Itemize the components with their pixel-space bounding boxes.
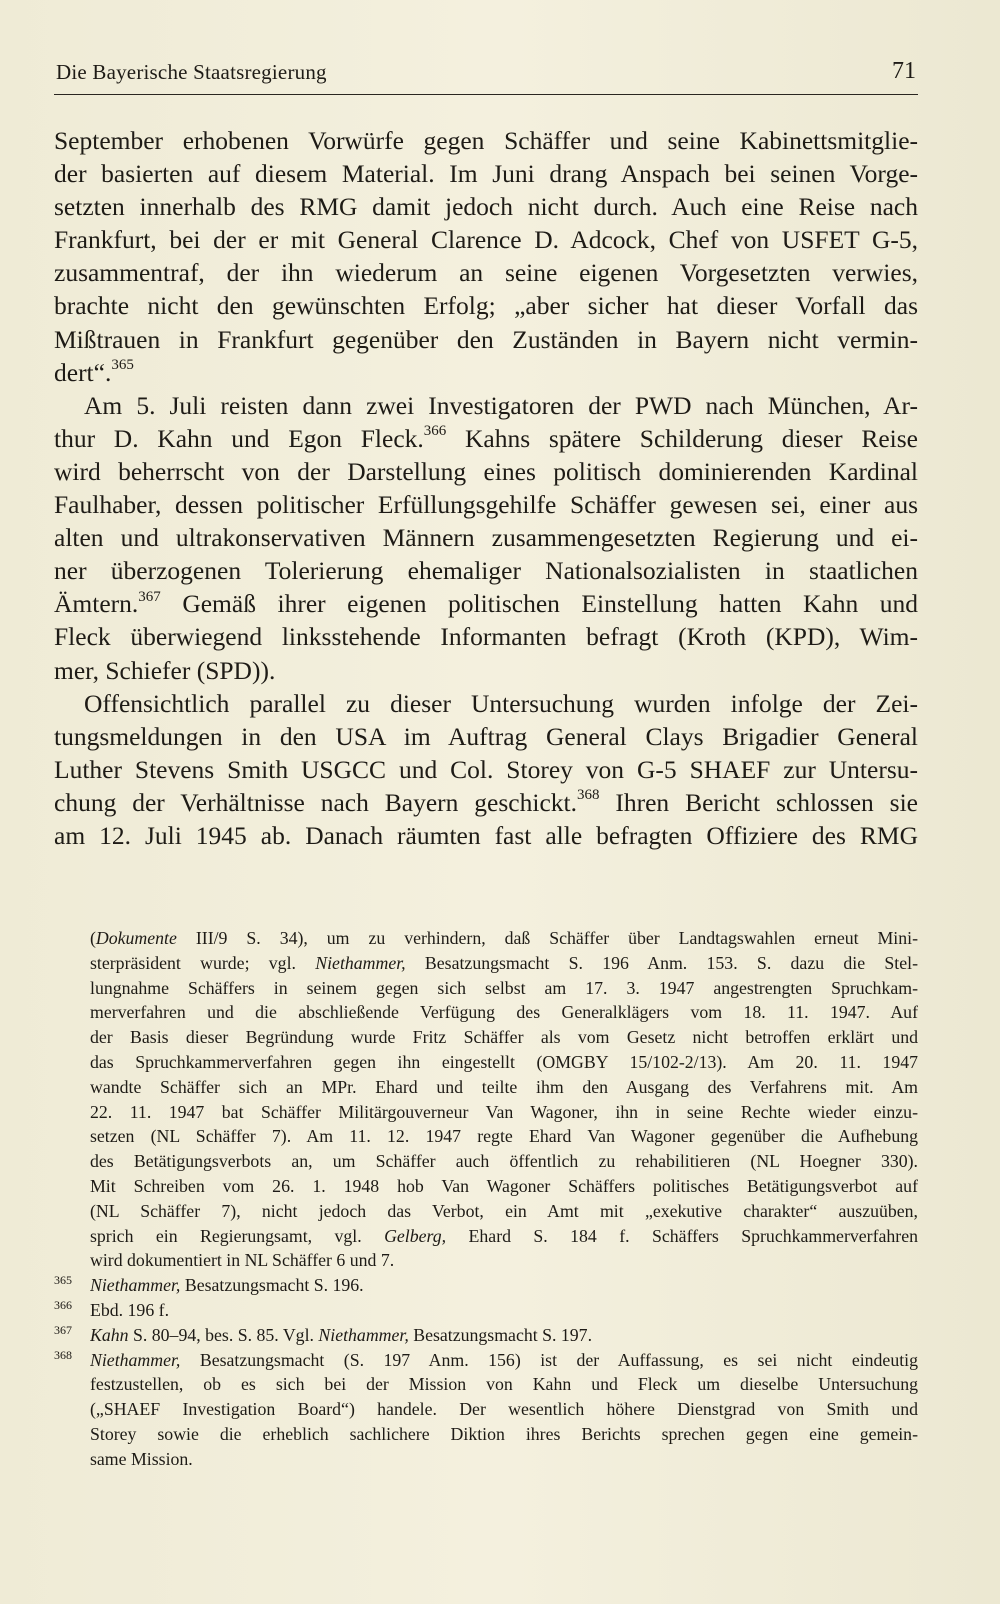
- text-segment: Besatzungsmacht S. 196 Anm. 153. S. dazu die Stel-: [405, 952, 918, 973]
- footnote-number: 365: [54, 1273, 72, 1288]
- text-line: tungsmeldungen in den USA im Auftrag General Clays Brigadier General: [54, 721, 918, 751]
- footnote-line: [90, 1273, 918, 1298]
- footnote-line: das Spruchkammerverfahren gegen ihn eingestellt (OMGBY 15/102-2/13). Am 20. 11. 1947: [90, 1051, 918, 1072]
- footnote-number: 367: [54, 1322, 72, 1337]
- text-line: wird beherrscht von der Darstellung eines politisch dominierenden Kardinal: [54, 456, 918, 486]
- text-segment: Ihren Bericht schlossen sie: [599, 787, 918, 817]
- text-line: [54, 422, 918, 455]
- page-header: [54, 58, 918, 95]
- footnote-line: wandte Schäffer sich an MPr. Ehard und teilte ihm den Ausgang des Verfahrens mit. Am: [90, 1076, 918, 1097]
- footnote-continuation: [54, 926, 918, 1273]
- italic-citation: Dokumente: [95, 928, 177, 948]
- main-text: [54, 124, 918, 852]
- footnote-line: wird dokumentiert in NL Schäffer 6 und 7.: [90, 1250, 395, 1271]
- footnote-number: 368: [54, 1347, 72, 1362]
- text-segment: Ehard S. 184 f. Schäffers Spruchkammerverfahren: [446, 1225, 918, 1246]
- footnote-line: setzen (NL Schäffer 7). Am 11. 12. 1947 regte Ehard Van Wagoner gegenüber die Aufhebung: [90, 1126, 918, 1147]
- footnote-367: [54, 1323, 918, 1348]
- footnote-line: festzustellen, ob es sich bei der Mission von Kahn und Fleck um dieselbe Untersuchung: [90, 1374, 918, 1395]
- text-segment: Besatzungsmacht (S. 197 Anm. 156) ist der Auffassung, es sei nicht eindeutig: [180, 1349, 918, 1370]
- text-line: der basierten auf diesem Material. Im Juni drang Anspach bei seinen Vorge-: [54, 159, 918, 189]
- footnote-line: lungnahme Schäffers in seinem gegen sich selbst am 17. 3. 1947 angestrengten Spruchkam-: [90, 977, 918, 998]
- text-line: Fleck überwiegend linksstehende Informanten befragt (Kroth (KPD), Wim-: [54, 622, 918, 652]
- text-segment: Kahns spätere Schilderung dieser Reise: [446, 423, 918, 453]
- footnote-ref-365: 365: [111, 357, 134, 374]
- text-line: Luther Stevens Smith USGCC und Col. Storey von G-5 SHAEF zur Untersu-: [54, 754, 918, 784]
- text-line: am 12. Juli 1945 ab. Danach räumten fast alle befragten Offiziere des RMG: [54, 820, 918, 850]
- text-segment: Gemäß ihrer eigenen politischen Einstellung hatten Kahn und: [160, 589, 918, 619]
- footnote-line: des Betätigungsverbots an, um Schäffer auch öffentlich zu rehabilitieren (NL Hoegner 330).: [90, 1151, 918, 1172]
- footnote-line: same Mission.: [90, 1448, 193, 1469]
- italic-citation: Niethammer,: [315, 952, 406, 973]
- text-segment: sprich ein Regierungsamt, vgl.: [90, 1225, 385, 1246]
- text-line: [54, 356, 918, 389]
- text-segment: thur D. Kahn und Egon Fleck.: [54, 423, 424, 453]
- text-segment: chung der Verhältnisse nach Bayern geschickt.: [54, 787, 577, 817]
- page-number: 71: [892, 58, 916, 84]
- footnote-line: 22. 11. 1947 bat Schäffer Militärgouverneur Van Wagoner, ihn in seine Rechte wieder einzu-: [90, 1101, 918, 1122]
- footnote-line: („SHAEF Investigation Board“) handele. Der wesentlich höhere Dienstgrad von Smith und: [90, 1399, 918, 1420]
- footnote-line: [90, 926, 918, 951]
- footnote-line: (NL Schäffer 7), nicht jedoch das Verbot, ein Amt mit „exekutive charakter“ auszuüben,: [90, 1200, 918, 1221]
- text-line: setzten innerhalb des RMG damit jedoch nicht durch. Auch eine Reise nach: [54, 192, 918, 222]
- footnote-366: [54, 1298, 918, 1323]
- footnote-ref-367: 367: [138, 588, 161, 605]
- text-line: [54, 587, 918, 620]
- footnote-line: [90, 951, 918, 976]
- footnotes: [54, 926, 918, 1472]
- text-segment: (: [90, 928, 96, 948]
- text-line: Mißtrauen in Frankfurt gegenüber den Zuständen in Bayern nicht vermin-: [54, 324, 918, 354]
- footnote-ref-366: 366: [423, 423, 447, 440]
- text-line: Frankfurt, bei der er mit General Clarence D. Adcock, Chef von USFET G-5,: [54, 225, 918, 255]
- text-line: zusammentraf, der ihn wiederum an seine eigenen Vorgesetzten verwies,: [54, 258, 918, 288]
- italic-citation: Kahn: [90, 1324, 129, 1345]
- text-line: Faulhaber, dessen politischer Erfüllungsgehilfe Schäffer gewesen sei, einer aus: [54, 490, 918, 520]
- text-segment: dert“.: [54, 357, 112, 387]
- footnote-line: [90, 1323, 918, 1348]
- text-line: September erhobenen Vorwürfe gegen Schäffer und seine Kabinettsmitglie-: [54, 126, 918, 155]
- italic-citation: Niethammer,: [90, 1349, 181, 1370]
- italic-citation: Niethammer,: [90, 1275, 181, 1296]
- text-segment: sterpräsident wurde; vgl.: [90, 952, 316, 973]
- text-segment: III/9 S. 34), um zu verhindern, daß Schäffer über Landtagswahlen erneut Mini-: [176, 928, 918, 948]
- footnote-365: [54, 1273, 918, 1298]
- text-line: mer, Schiefer (SPD)).: [54, 655, 276, 685]
- running-head: Die Bayerische Staatsregierung: [56, 60, 327, 84]
- footnote-ref-368: 368: [576, 787, 600, 804]
- footnote-line: Ebd. 196 f.: [90, 1299, 170, 1320]
- text-line: alten und ultrakonservativen Männern zusammengesetzten Regierung und ei-: [54, 523, 918, 553]
- text-line: brachte nicht den gewünschten Erfolg; „aber sicher hat dieser Vorfall das: [54, 291, 918, 321]
- text-segment: Besatzungsmacht S. 196.: [180, 1275, 364, 1296]
- footnote-line: Storey sowie die erheblich sachlichere Diktion ihres Berichts sprechen gegen eine gemein-: [90, 1423, 918, 1444]
- text-segment: S. 80–94, bes. S. 85. Vgl.: [128, 1324, 319, 1345]
- footnote-line: [90, 1224, 918, 1249]
- footnote-368: [54, 1348, 918, 1472]
- text-segment: Ämtern.: [54, 589, 139, 619]
- footnote-number: 366: [54, 1297, 72, 1312]
- italic-citation: Gelberg,: [384, 1225, 447, 1246]
- text-line: Am 5. Juli reisten dann zwei Investigatoren der PWD nach München, Ar-: [84, 390, 918, 420]
- text-line: [54, 786, 918, 819]
- footnote-line: merverfahren und die abschließende Verfügung des Generalklägers vom 18. 11. 1947. Auf: [90, 1002, 918, 1023]
- text-line: ner überzogenen Tolerierung ehemaliger Nationalsozialisten in staatlichen: [54, 556, 918, 586]
- footnote-line: [90, 1348, 918, 1373]
- text-segment: Besatzungsmacht S. 197.: [408, 1324, 593, 1345]
- text-line: Offensichtlich parallel zu dieser Untersuchung wurden infolge der Zei-: [84, 688, 918, 718]
- footnote-line: Mit Schreiben vom 26. 1. 1948 hob Van Wagoner Schäffers politisches Betätigungsverbot auf: [90, 1175, 918, 1196]
- footnote-line: der Basis dieser Begründung wurde Fritz Schäffer als vom Gesetz nicht betroffen erklärt und: [90, 1027, 918, 1048]
- italic-citation: Niethammer,: [318, 1324, 409, 1345]
